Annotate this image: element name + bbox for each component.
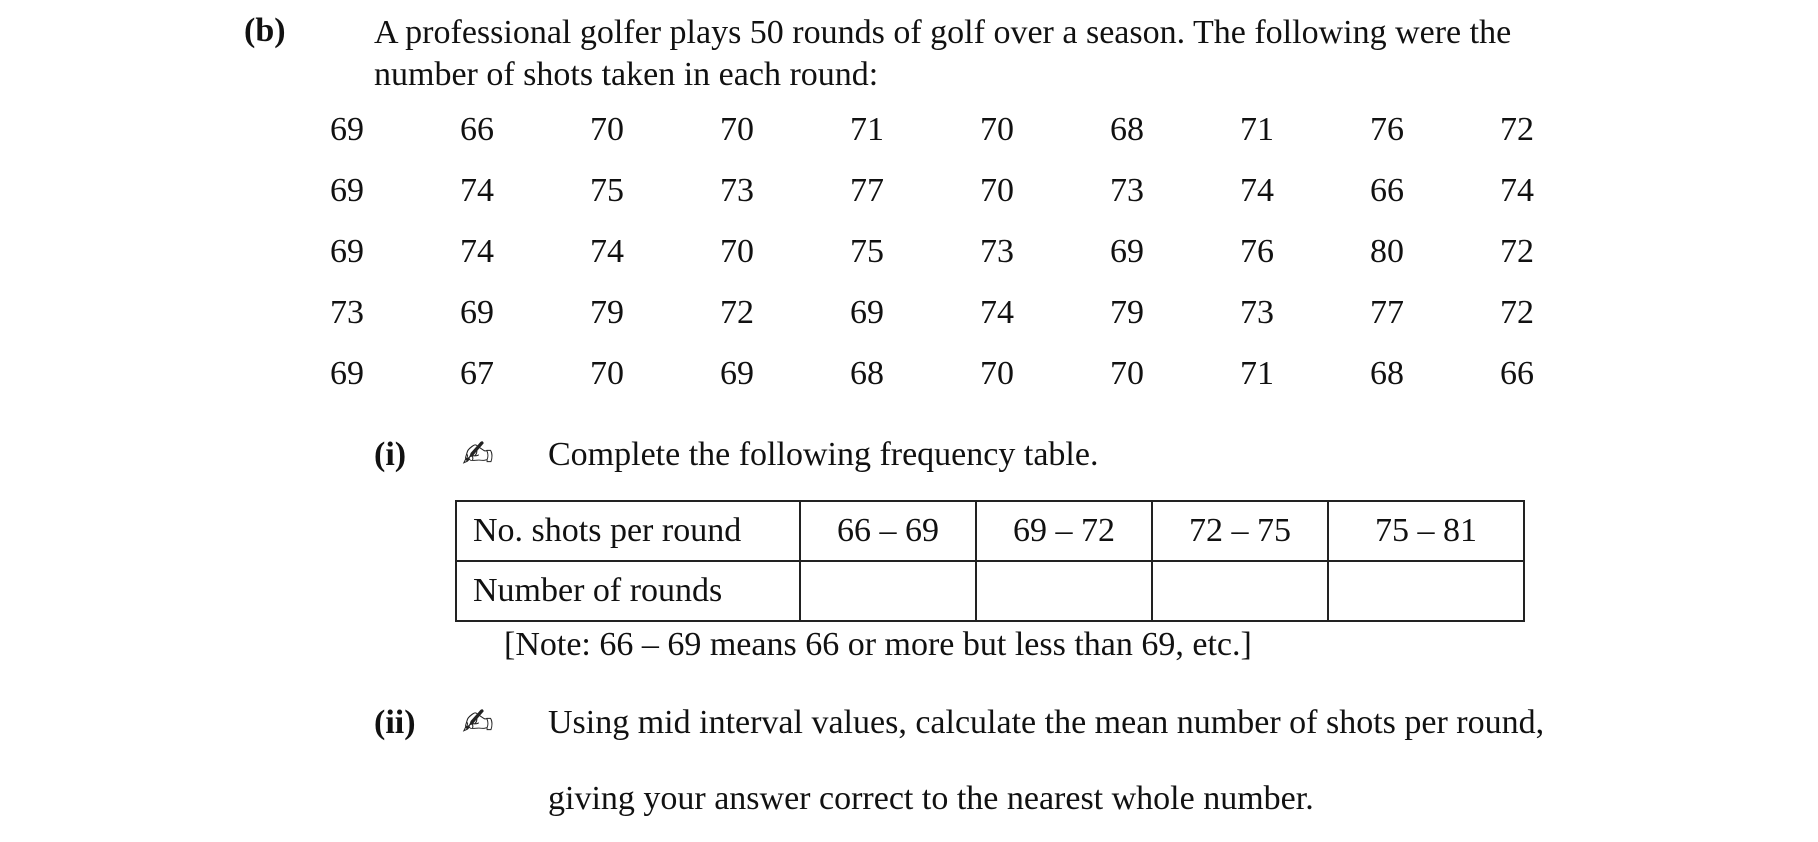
score-cell: 74 [460, 172, 494, 209]
score-cell: 67 [460, 355, 494, 392]
pencil-writing-icon: ✍ [462, 432, 494, 476]
score-cell: 73 [1240, 294, 1274, 331]
score-cell: 68 [1110, 111, 1144, 148]
scores-row [330, 110, 1630, 171]
part-i-label: (i) [374, 436, 407, 473]
score-cell: 80 [1370, 233, 1404, 270]
score-cell: 79 [590, 294, 624, 331]
intro-line-2: number of shots taken in each round: [374, 56, 879, 93]
score-cell: 66 [1500, 355, 1534, 392]
scores-row [330, 171, 1630, 232]
score-cell: 72 [720, 294, 754, 331]
interval-note: [Note: 66 – 69 means 66 or more but less than 69, etc.] [504, 626, 1252, 663]
score-cell: 71 [1240, 355, 1274, 392]
score-cell: 74 [590, 233, 624, 270]
score-cell: 72 [1500, 233, 1534, 270]
interval-cell: 66 – 69 [800, 501, 976, 561]
score-cell: 68 [850, 355, 884, 392]
score-cell: 75 [590, 172, 624, 209]
intro-line-1: A professional golfer plays 50 rounds of golf over a season. The following were the [374, 14, 1512, 51]
part-ii-instruction-line-1: Using mid interval values, calculate the mean number of shots per round, [548, 704, 1545, 741]
score-cell: 73 [980, 233, 1014, 270]
score-cell: 66 [1370, 172, 1404, 209]
score-cell: 66 [460, 111, 494, 148]
score-cell: 70 [720, 111, 754, 148]
count-cell[interactable] [1152, 561, 1328, 621]
score-cell: 72 [1500, 294, 1534, 331]
part-ii-label: (ii) [374, 704, 416, 741]
score-cell: 75 [850, 233, 884, 270]
score-cell: 73 [1110, 172, 1144, 209]
scores-grid [330, 110, 1630, 415]
count-cell[interactable] [1328, 561, 1524, 621]
score-cell: 70 [720, 233, 754, 270]
score-cell: 71 [850, 111, 884, 148]
score-cell: 73 [330, 294, 364, 331]
question-intro [374, 12, 1511, 96]
interval-cell: 75 – 81 [1328, 501, 1524, 561]
score-cell: 76 [1370, 111, 1404, 148]
interval-cell: 72 – 75 [1152, 501, 1328, 561]
count-cell[interactable] [800, 561, 976, 621]
row-header-shots: No. shots per round [456, 501, 800, 561]
score-cell: 77 [1370, 294, 1404, 331]
score-cell: 70 [980, 172, 1014, 209]
score-cell: 71 [1240, 111, 1274, 148]
part-b-label: (b) [244, 12, 286, 49]
score-cell: 76 [1240, 233, 1274, 270]
count-cell[interactable] [976, 561, 1152, 621]
interval-cell: 69 – 72 [976, 501, 1152, 561]
score-cell: 69 [850, 294, 884, 331]
score-cell: 74 [1240, 172, 1274, 209]
frequency-table [455, 500, 1525, 622]
score-cell: 73 [720, 172, 754, 209]
score-cell: 70 [590, 111, 624, 148]
score-cell: 69 [1110, 233, 1144, 270]
table-row-intervals [456, 501, 1524, 561]
score-cell: 69 [330, 111, 364, 148]
scores-row [330, 354, 1630, 415]
part-i-instruction: Complete the following frequency table. [548, 436, 1099, 473]
pencil-writing-icon: ✍ [462, 700, 494, 744]
score-cell: 69 [330, 233, 364, 270]
score-cell: 70 [980, 355, 1014, 392]
scores-row [330, 293, 1630, 354]
score-cell: 70 [1110, 355, 1144, 392]
score-cell: 69 [720, 355, 754, 392]
score-cell: 70 [980, 111, 1014, 148]
score-cell: 69 [330, 172, 364, 209]
score-cell: 74 [980, 294, 1014, 331]
score-cell: 69 [460, 294, 494, 331]
score-cell: 69 [330, 355, 364, 392]
score-cell: 74 [1500, 172, 1534, 209]
table-row-rounds [456, 561, 1524, 621]
score-cell: 68 [1370, 355, 1404, 392]
score-cell: 74 [460, 233, 494, 270]
score-cell: 79 [1110, 294, 1144, 331]
part-ii-instruction-line-2: giving your answer correct to the nearest whole number. [548, 780, 1314, 817]
score-cell: 70 [590, 355, 624, 392]
score-cell: 72 [1500, 111, 1534, 148]
scores-row [330, 232, 1630, 293]
row-header-rounds: Number of rounds [456, 561, 800, 621]
score-cell: 77 [850, 172, 884, 209]
